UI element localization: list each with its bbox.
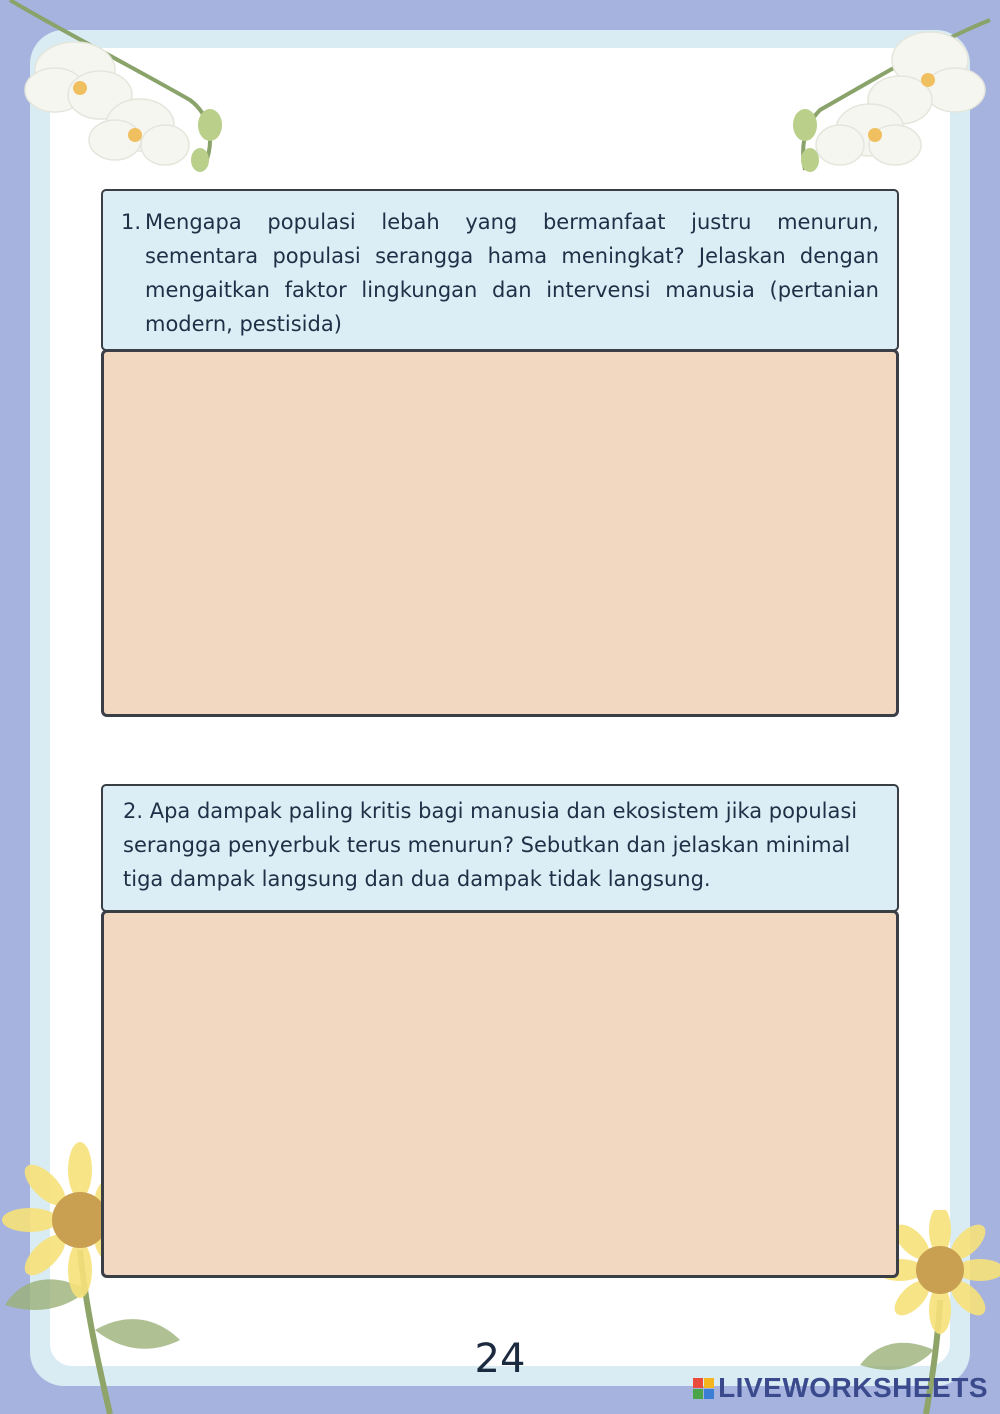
question-2-text: 2. Apa dampak paling kritis bagi manusia dan ekosistem jika populasi serangga penyerbuk terus menurun? Sebutkan dan jelaskan minimal tiga dampak langsung dan dua dampak tidak langsung. [123, 799, 858, 891]
question-1-number: 1. [121, 210, 142, 234]
liveworksheets-logo-icon [693, 1378, 714, 1399]
orchid-decoration-top-right [780, 0, 1000, 180]
watermark-text: LIVEWORKSHEETS [718, 1372, 988, 1403]
watermark [693, 1372, 988, 1404]
question-1-text: Mengapa populasi lebah yang bermanfaat justru menurun, sementara populasi serangga hama meningkat? Jelaskan dengan mengaitkan faktor lingkungan dan intervensi manusia (pertanian modern, pestisida) [145, 210, 879, 336]
question-2-box [101, 784, 899, 912]
answer-2-box[interactable] [101, 910, 899, 1278]
answer-1-box[interactable] [101, 349, 899, 717]
question-1-box [101, 189, 899, 351]
orchid-decoration-top-left [0, 0, 240, 180]
page-number: 24 [474, 1336, 526, 1382]
